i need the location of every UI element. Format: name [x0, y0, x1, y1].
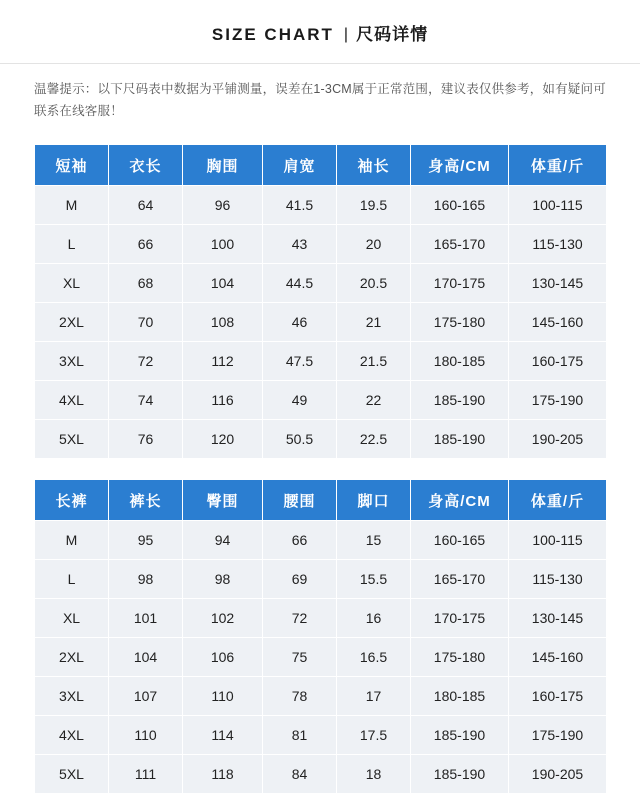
table-body [35, 186, 607, 459]
table-cell: 66 [263, 521, 337, 560]
table-cell: 185-190 [411, 420, 509, 459]
table-row [35, 186, 607, 225]
table-cell: 160-175 [509, 677, 607, 716]
table-cell: 15 [337, 521, 411, 560]
table-cell: 185-190 [411, 755, 509, 794]
table-cell: 160-175 [509, 342, 607, 381]
table-cell: 64 [109, 186, 183, 225]
table-cell: 104 [109, 638, 183, 677]
table-cell: 21.5 [337, 342, 411, 381]
table-cell: 69 [263, 560, 337, 599]
table-cell: 180-185 [411, 677, 509, 716]
title-separator: | [343, 26, 349, 43]
table-row [35, 342, 607, 381]
title-english: SIZE CHART [211, 25, 334, 44]
table-head [35, 145, 607, 186]
table-cell: 15.5 [337, 560, 411, 599]
table-cell: 130-145 [509, 599, 607, 638]
table-cell: 78 [263, 677, 337, 716]
table-cell: 118 [183, 755, 263, 794]
table-cell: 18 [337, 755, 411, 794]
short-sleeve-table-block [0, 144, 640, 459]
table-cell: 112 [183, 342, 263, 381]
table-header-row [35, 145, 607, 186]
table-cell: 108 [183, 303, 263, 342]
table-cell: 116 [183, 381, 263, 420]
table-cell: 115-130 [509, 560, 607, 599]
column-header: 体重/斤 [509, 145, 607, 186]
table-gap [0, 459, 640, 479]
table-cell: 95 [109, 521, 183, 560]
table-cell: 76 [109, 420, 183, 459]
table-cell: 190-205 [509, 420, 607, 459]
table-cell: 114 [183, 716, 263, 755]
column-header: 衣长 [109, 145, 183, 186]
column-header: 长裤 [35, 480, 109, 521]
cell-size: 5XL [35, 420, 109, 459]
table-cell: 22 [337, 381, 411, 420]
table-cell: 107 [109, 677, 183, 716]
column-header: 胸围 [183, 145, 263, 186]
notice-text: 温馨提示：以下尺码表中数据为平铺测量，误差在1-3CM属于正常范围，建议表仅供参考，如有疑问可联系在线客服！ [34, 82, 606, 118]
column-header: 身高/CM [411, 480, 509, 521]
cell-size: 2XL [35, 638, 109, 677]
table-row [35, 420, 607, 459]
column-header: 身高/CM [411, 145, 509, 186]
table-cell: 17.5 [337, 716, 411, 755]
table-cell: 100-115 [509, 186, 607, 225]
cell-size: L [35, 560, 109, 599]
table-cell: 84 [263, 755, 337, 794]
table-cell: 44.5 [263, 264, 337, 303]
table-cell: 100-115 [509, 521, 607, 560]
title-chinese: 尺码详情 [356, 25, 429, 44]
short-sleeve-table [34, 144, 607, 459]
cell-size: L [35, 225, 109, 264]
table-cell: 100 [183, 225, 263, 264]
table-cell: 74 [109, 381, 183, 420]
table-cell: 41.5 [263, 186, 337, 225]
trousers-table-block [0, 479, 640, 794]
table-cell: 20.5 [337, 264, 411, 303]
table-cell: 106 [183, 638, 263, 677]
table-cell: 185-190 [411, 716, 509, 755]
table-cell: 43 [263, 225, 337, 264]
table-cell: 160-165 [411, 186, 509, 225]
table-cell: 175-190 [509, 381, 607, 420]
table-cell: 102 [183, 599, 263, 638]
column-header: 脚口 [337, 480, 411, 521]
table-cell: 20 [337, 225, 411, 264]
table-cell: 16 [337, 599, 411, 638]
table-cell: 72 [263, 599, 337, 638]
table-row [35, 303, 607, 342]
table-cell: 111 [109, 755, 183, 794]
table-cell: 49 [263, 381, 337, 420]
cell-size: XL [35, 264, 109, 303]
table-cell: 110 [183, 677, 263, 716]
table-cell: 165-170 [411, 560, 509, 599]
cell-size: 3XL [35, 677, 109, 716]
table-row [35, 755, 607, 794]
table-cell: 120 [183, 420, 263, 459]
table-row [35, 677, 607, 716]
page-title [0, 0, 640, 53]
table-cell: 180-185 [411, 342, 509, 381]
table-row [35, 716, 607, 755]
column-header: 体重/斤 [509, 480, 607, 521]
column-header: 短袖 [35, 145, 109, 186]
column-header: 腰围 [263, 480, 337, 521]
column-header: 袖长 [337, 145, 411, 186]
cell-size: 5XL [35, 755, 109, 794]
column-header: 裤长 [109, 480, 183, 521]
table-cell: 101 [109, 599, 183, 638]
table-cell: 145-160 [509, 638, 607, 677]
table-cell: 160-165 [411, 521, 509, 560]
table-cell: 175-190 [509, 716, 607, 755]
table-cell: 68 [109, 264, 183, 303]
table-cell: 165-170 [411, 225, 509, 264]
table-cell: 16.5 [337, 638, 411, 677]
table-cell: 94 [183, 521, 263, 560]
table-cell: 98 [109, 560, 183, 599]
table-cell: 70 [109, 303, 183, 342]
table-cell: 130-145 [509, 264, 607, 303]
table-cell: 115-130 [509, 225, 607, 264]
table-cell: 170-175 [411, 264, 509, 303]
cell-size: M [35, 521, 109, 560]
table-cell: 22.5 [337, 420, 411, 459]
table-head [35, 480, 607, 521]
trousers-table [34, 479, 607, 794]
cell-size: 2XL [35, 303, 109, 342]
table-cell: 46 [263, 303, 337, 342]
table-row [35, 225, 607, 264]
table-cell: 190-205 [509, 755, 607, 794]
table-cell: 75 [263, 638, 337, 677]
table-cell: 19.5 [337, 186, 411, 225]
table-cell: 47.5 [263, 342, 337, 381]
table-cell: 175-180 [411, 303, 509, 342]
table-cell: 21 [337, 303, 411, 342]
table-cell: 50.5 [263, 420, 337, 459]
cell-size: M [35, 186, 109, 225]
table-cell: 170-175 [411, 599, 509, 638]
table-cell: 175-180 [411, 638, 509, 677]
table-cell: 17 [337, 677, 411, 716]
table-cell: 104 [183, 264, 263, 303]
table-row [35, 638, 607, 677]
table-cell: 96 [183, 186, 263, 225]
table-cell: 81 [263, 716, 337, 755]
table-cell: 145-160 [509, 303, 607, 342]
table-row [35, 599, 607, 638]
table-row [35, 521, 607, 560]
cell-size: 4XL [35, 381, 109, 420]
table-cell: 66 [109, 225, 183, 264]
cell-size: 3XL [35, 342, 109, 381]
table-cell: 185-190 [411, 381, 509, 420]
cell-size: XL [35, 599, 109, 638]
table-cell: 72 [109, 342, 183, 381]
column-header: 臀围 [183, 480, 263, 521]
column-header: 肩宽 [263, 145, 337, 186]
table-cell: 98 [183, 560, 263, 599]
table-row [35, 381, 607, 420]
table-body [35, 521, 607, 794]
table-cell: 110 [109, 716, 183, 755]
table-row [35, 264, 607, 303]
cell-size: 4XL [35, 716, 109, 755]
table-header-row [35, 480, 607, 521]
table-row [35, 560, 607, 599]
